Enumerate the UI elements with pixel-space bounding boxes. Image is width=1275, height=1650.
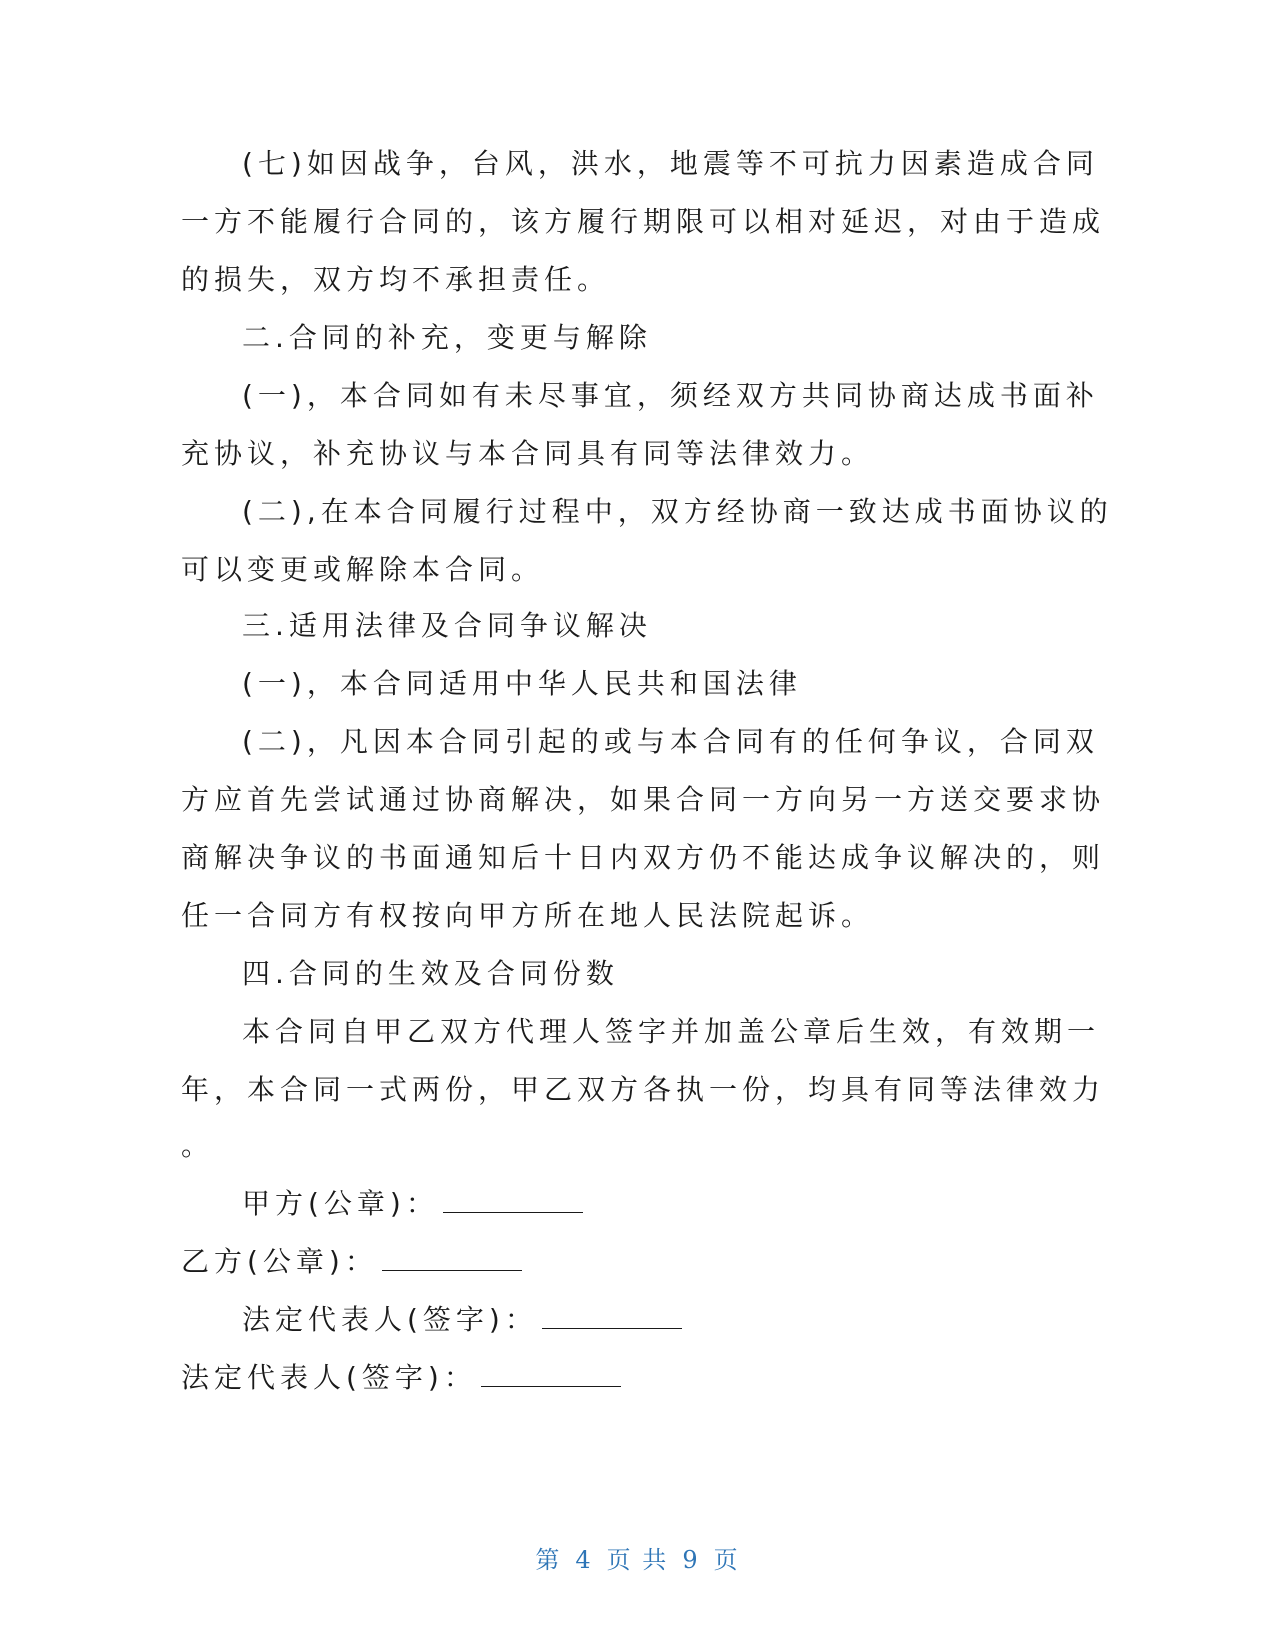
section-3-item-2-line-1: (二)，凡因本合同引起的或与本合同有的任何争议，合同双 xyxy=(242,725,1099,758)
footer-total-pages: 9 xyxy=(682,1546,700,1574)
party-a-blank[interactable] xyxy=(443,1186,583,1213)
clause-7-line-2: 一方不能履行合同的，该方履行期限可以相对延迟，对由于造成 xyxy=(181,205,1106,238)
section-2-heading: 二.合同的补充，变更与解除 xyxy=(242,321,652,354)
party-a-label: 甲方(公章)： xyxy=(242,1187,439,1220)
clause-7-line-3: 的损失，双方均不承担责任。 xyxy=(181,263,611,296)
section-4-text-line-2: 年，本合同一式两份，甲乙双方各执一份，均具有同等法律效力 xyxy=(181,1073,1106,1106)
footer-suffix: 页 xyxy=(713,1546,740,1574)
section-3-item-2-line-3: 商解决争议的书面通知后十日内双方仍不能达成争议解决的，则 xyxy=(181,841,1106,874)
section-4-text-line-3: 。 xyxy=(181,1129,215,1162)
party-b-signature xyxy=(181,1244,522,1280)
rep-b-label: 法定代表人(签字)： xyxy=(181,1361,477,1394)
rep-a-signature xyxy=(242,1302,682,1338)
footer-prefix: 第 xyxy=(535,1546,562,1574)
party-b-blank[interactable] xyxy=(382,1244,522,1271)
rep-b-blank[interactable] xyxy=(481,1360,621,1387)
section-3-heading: 三.适用法律及合同争议解决 xyxy=(242,609,652,642)
section-2-item-2-line-2: 可以变更或解除本合同。 xyxy=(181,553,545,586)
section-4-text-line-1: 本合同自甲乙双方代理人签字并加盖公章后生效，有效期一 xyxy=(242,1015,1101,1048)
clause-7-line-1: (七)如因战争，台风，洪水，地震等不可抗力因素造成合同 xyxy=(242,147,1099,180)
page-footer xyxy=(0,1540,1275,1575)
section-4-heading: 四.合同的生效及合同份数 xyxy=(242,957,619,990)
footer-middle: 页 共 xyxy=(606,1546,669,1574)
rep-a-blank[interactable] xyxy=(542,1302,682,1329)
rep-b-signature xyxy=(181,1360,621,1396)
party-a-signature xyxy=(242,1186,583,1222)
footer-page-number: 4 xyxy=(575,1546,593,1574)
section-3-item-2-line-2: 方应首先尝试通过协商解决，如果合同一方向另一方送交要求协 xyxy=(181,783,1106,816)
section-2-item-1-line-2: 充协议，补充协议与本合同具有同等法律效力。 xyxy=(181,437,875,470)
section-3-item-1: (一)，本合同适用中华人民共和国法律 xyxy=(242,667,802,700)
party-b-label: 乙方(公章)： xyxy=(181,1245,378,1278)
rep-a-label: 法定代表人(签字)： xyxy=(242,1303,538,1336)
section-2-item-1-line-1: (一)，本合同如有未尽事宜，须经双方共同协商达成书面补 xyxy=(242,379,1099,412)
section-2-item-2-line-1: (二),在本合同履行过程中，双方经协商一致达成书面协议的 xyxy=(242,495,1113,528)
section-3-item-2-line-4: 任一合同方有权按向甲方所在地人民法院起诉。 xyxy=(181,899,875,932)
